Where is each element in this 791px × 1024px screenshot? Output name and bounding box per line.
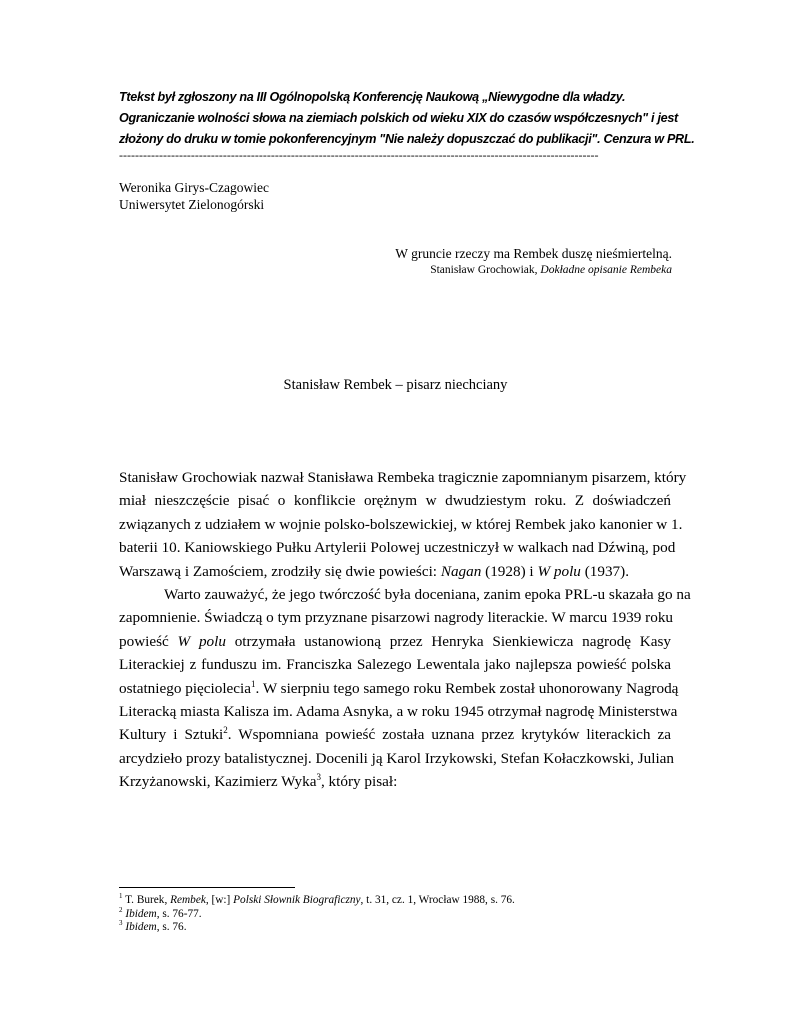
text-fragment: Kultury i Sztuki	[119, 726, 224, 744]
author-block	[119, 180, 269, 213]
text-fragment: . Wspomniana powieść została uznana przez krytyków literackich za	[227, 726, 671, 744]
text-line	[119, 770, 671, 793]
article-title: Stanisław Rembek – pisarz niechciany	[283, 377, 508, 393]
conference-note-line: Ttekst był zgłoszony na III Ogólnopolską Konferencję Naukową „Niewygodne dla władzy.	[119, 90, 626, 104]
footnote-ref-3[interactable]: 3	[316, 772, 321, 783]
footnote-1	[119, 894, 679, 908]
paragraph-1	[119, 466, 687, 583]
text-fragment: (1928) i	[481, 562, 538, 580]
epigraph-source-title: Dokładne opisanie Rembeka	[540, 264, 672, 276]
epigraph-quote: W gruncie rzeczy ma Rembek duszę nieśmiertelną.	[395, 246, 672, 261]
text-fragment: (1937).	[580, 562, 629, 580]
text-line	[119, 723, 671, 746]
footnote-3	[119, 921, 679, 935]
footnote-ref-2[interactable]: 2	[223, 725, 228, 736]
text-fragment: Ibidem	[125, 907, 157, 920]
text-fragment: ostatniego pięciolecia	[119, 679, 251, 697]
text-fragment: , t. 31, cz. 1, Wrocław 1988, s. 76.	[360, 894, 515, 906]
epigraph	[395, 245, 672, 278]
text-line: Warto zauważyć, że jego twórczość była doceniana, zanim epoka PRL-u skazała go na	[164, 585, 691, 603]
text-line: związanych z udziałem w wojnie polsko-bolszewickiej, w której Rembek jako kanonier w 1.	[119, 515, 683, 533]
text-line: zapomnienie. Świadczą o tym przyznane pisarzowi nagrody literackie. W marcu 1939 roku	[119, 609, 674, 627]
text-line: miał nieszczęście pisać o konflikcie orężnym w dwudziestym roku. Z doświadczeń	[119, 492, 671, 510]
text-fragment: Ibidem	[125, 921, 157, 933]
text-fragment: Polski Słownik Biograficzny	[233, 894, 361, 906]
text-fragment: T. Burek,	[122, 894, 171, 906]
text-fragment: Krzyżanowski, Kazimierz Wyka	[119, 773, 317, 791]
text-line: Literacką miasta Kalisza im. Adama Asnyka, a w roku 1945 otrzymał nagrodę Ministerstwa	[119, 702, 678, 720]
author-name: Weronika Girys-Czagowiec	[119, 180, 269, 195]
text-line	[119, 560, 671, 583]
footnote-number: 3	[119, 919, 123, 928]
text-line	[119, 677, 679, 700]
epigraph-source	[395, 263, 672, 278]
text-fragment: , [w:]	[205, 894, 234, 906]
text-fragment: otrzymała ustanowioną przez Henryka Sienkiewicza nagrodę Kasy	[225, 632, 671, 650]
footnote-ref-1[interactable]: 1	[251, 678, 256, 689]
book-title-nagan: Nagan	[440, 562, 482, 580]
text-line: Stanisław Grochowiak nazwał Stanisława Rembeka tragicznie zapomnianym pisarzem, który	[119, 469, 687, 486]
text-line: Literackiej z funduszu im. Franciszka Salezego Lewentala jako najlepsza powieść polska	[119, 656, 671, 674]
text-fragment: , s. 76.	[156, 921, 187, 933]
conference-note-line: Ograniczanie wolności słowa na ziemiach polskich od wieku XIX do czasów współczesnych" i jest	[119, 111, 678, 125]
book-title-w-polu: W polu	[537, 562, 581, 580]
text-line	[119, 630, 671, 653]
conference-note	[119, 87, 695, 150]
author-affiliation: Uniwersytet Zielonogórski	[119, 196, 265, 212]
text-line: baterii 10. Kaniowskiego Pułku Artylerii Polowej uczestniczył w walkach nad Dźwiną, pod	[119, 539, 676, 557]
text-fragment: powieść	[119, 632, 178, 650]
text-fragment: Rembek	[170, 894, 206, 906]
footnote-number: 1	[119, 892, 123, 901]
separator-line: ------------------------------------------------------------------------------------------------------------------------	[119, 148, 599, 162]
footnote-separator	[119, 887, 295, 888]
conference-note-line: złożony do druku w tomie pokonferencyjnym "Nie należy dopuszczać do publikacji". Cenzura w PRL.	[119, 132, 695, 146]
footnote-number: 2	[119, 905, 123, 914]
book-title-w-polu: W polu	[177, 632, 226, 650]
text-fragment: , s. 76-77.	[156, 907, 202, 920]
footnote-2	[119, 905, 679, 922]
text-fragment: Warszawą i Zamościem, zrodziły się dwie powieści:	[119, 562, 441, 580]
text-fragment: . W sierpniu tego samego roku Rembek został uhonorowany Nagrodą	[255, 679, 679, 697]
paragraph-2	[119, 583, 691, 794]
text-fragment: , który pisał:	[320, 773, 398, 791]
epigraph-source-author: Stanisław Grochowiak,	[430, 264, 541, 276]
text-line: arcydzieło prozy batalistycznej. Docenili ją Karol Irzykowski, Stefan Kołaczkowski, Julian	[119, 749, 675, 767]
footnotes	[119, 894, 679, 935]
article-body	[119, 466, 691, 793]
